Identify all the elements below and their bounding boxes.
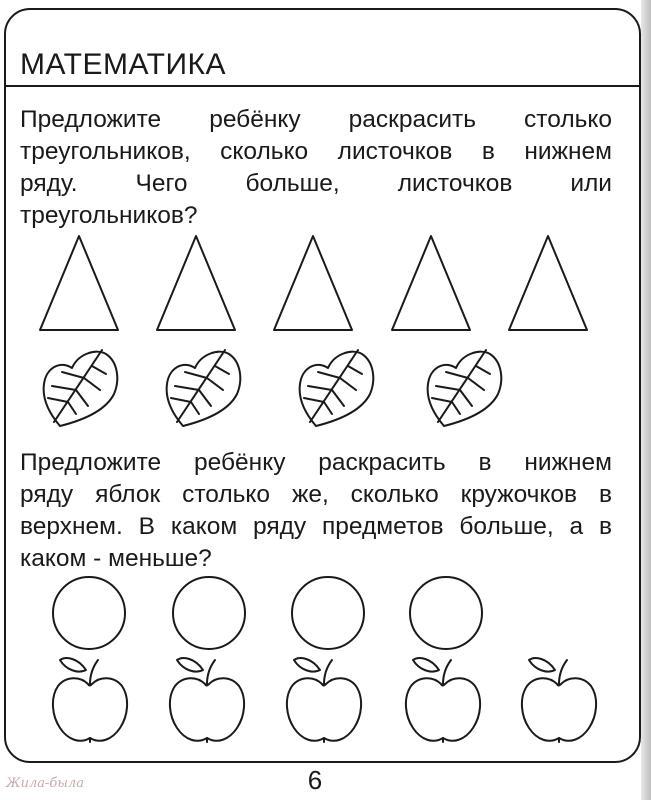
watermark-logo: Жила-была	[6, 776, 84, 791]
circle-icon	[51, 575, 127, 651]
page-edge-shadow	[641, 0, 651, 800]
apple-icon	[50, 654, 130, 746]
leaf-icon	[40, 346, 120, 428]
triangle-icon	[507, 234, 589, 332]
task-1-line: треугольников, сколько листочков в нижнем	[20, 138, 612, 165]
leaf-icon	[163, 346, 243, 428]
apple-icon	[519, 654, 599, 746]
triangle-icon	[38, 234, 120, 332]
leaf-icon	[296, 346, 376, 428]
apple-icon	[403, 654, 483, 746]
page-number: 6	[307, 765, 323, 795]
task-1-line: треугольников?	[20, 202, 198, 229]
page-title: МАТЕМАТИКА	[20, 48, 227, 81]
circle-icon	[171, 575, 247, 651]
task-2-line: Предложите ребёнку раскрасить в нижнем	[20, 449, 612, 476]
circle-icon	[290, 575, 366, 651]
task-2-line: ряду яблок столько же, сколько кружочков в	[20, 481, 612, 508]
task-2-line: верхнем. В каком ряду предметов больше, а в	[20, 513, 612, 540]
task-2-text	[20, 447, 612, 575]
task-2-line: каком - меньше?	[20, 545, 212, 572]
task-1-text	[20, 104, 612, 232]
task-1-line: Предложите ребёнку раскрасить столько	[20, 106, 612, 133]
apple-icon	[167, 654, 247, 746]
triangle-icon	[155, 234, 237, 332]
apple-icon	[284, 654, 364, 746]
circle-icon	[408, 575, 484, 651]
leaf-icon	[424, 346, 504, 428]
triangle-icon	[390, 234, 472, 332]
task-1-line: ряду. Чего больше, листочков или	[20, 170, 612, 197]
triangle-icon	[272, 234, 354, 332]
